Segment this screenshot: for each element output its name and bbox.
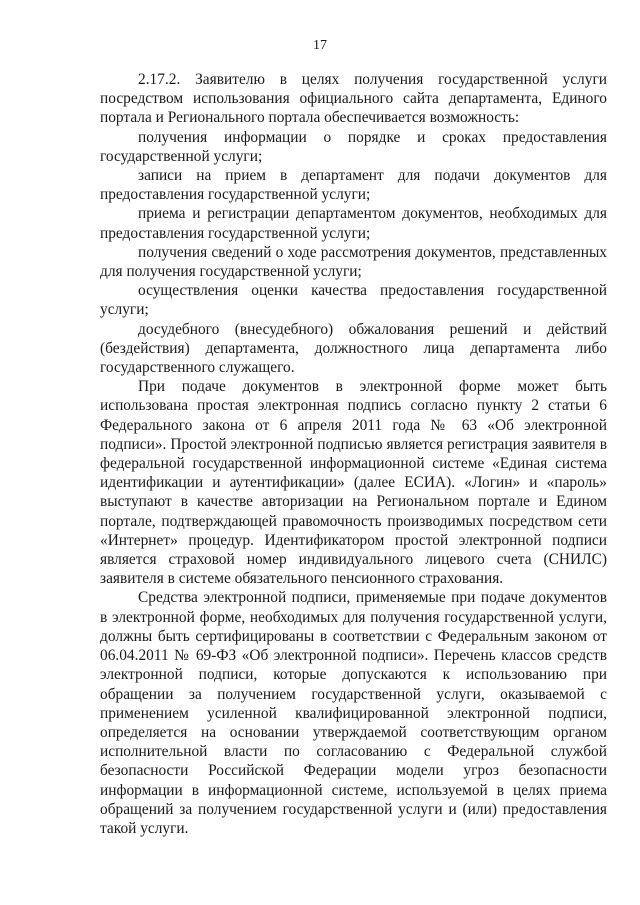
paragraph-item-information: получения информации о порядке и сроках предоставления государственной услуги; — [100, 128, 607, 165]
page-number: 17 — [313, 38, 327, 53]
paragraph-signature-tools: Средства электронной подписи, применяемые при подаче документов в электронной форме, необходимых для получения государственной услуги, должны быть сертифицированы в соответствии с Федеральным законом от 06.04.2011 № 69-ФЗ «Об электронной подписи». Перечень классов средств электронной подписи, которые допускаются к использованию при обращении за получением государственной услуги, оказываемой с применением усиленной квалифицированной электронной подписи, определяется на основании утверждаемой соответствующим органом исполнительной власти по согласованию с Федеральной службой безопасности Российской Федерации модели угроз безопасности информации в информационной системе, используемой в целях приема обращений за получением государственной услуги и (или) предоставления такой услуги. — [100, 589, 607, 837]
document-body — [100, 70, 607, 838]
paragraph-item-registration: приема и регистрации департаментом документов, необходимых для предоставления государственной услуги; — [100, 205, 607, 242]
paragraph-item-appointment: записи на прием в департамент для подачи документов для предоставления государственной услуги; — [100, 167, 607, 204]
paragraph-item-quality-assessment: осуществления оценки качества предоставления государственной услуги; — [100, 282, 607, 319]
paragraph-item-status: получения сведений о ходе рассмотрения документов, представленных для получения государственной услуги; — [100, 243, 607, 281]
paragraph-simple-signature: При подаче документов в электронной форме может быть использована простая электронная подпись согласно пункту 2 статьи 6 Федерального закона от 6 апреля 2011 года № 63 «Об электронной подписи». Простой электронной подписью является регистрация заявителя в федеральной государственной информационной системе «Единая система идентификации и аутентификации» (далее ЕСИА). «Логин» и «пароль» выступают в качестве авторизации на Региональном портале и Едином портале, подтверждающей правомочность производимых посредством сети «Интернет» процедур. Идентификатором простой электронной подписи является страховой номер индивидуального лицевого счета (СНИЛС) заявителя в системе обязательного пенсионного страхования. — [100, 378, 607, 588]
paragraph-2-17-2-intro: 2.17.2. Заявителю в целях получения государственной услуги посредством использования официального сайта департамента, Единого портала и Регионального портала обеспечивается возможность: — [100, 71, 607, 127]
paragraph-item-appeal: досудебного (внесудебного) обжалования решений и действий (бездействия) департамента, должностного лица департамента либо государственного служащего. — [100, 320, 607, 377]
